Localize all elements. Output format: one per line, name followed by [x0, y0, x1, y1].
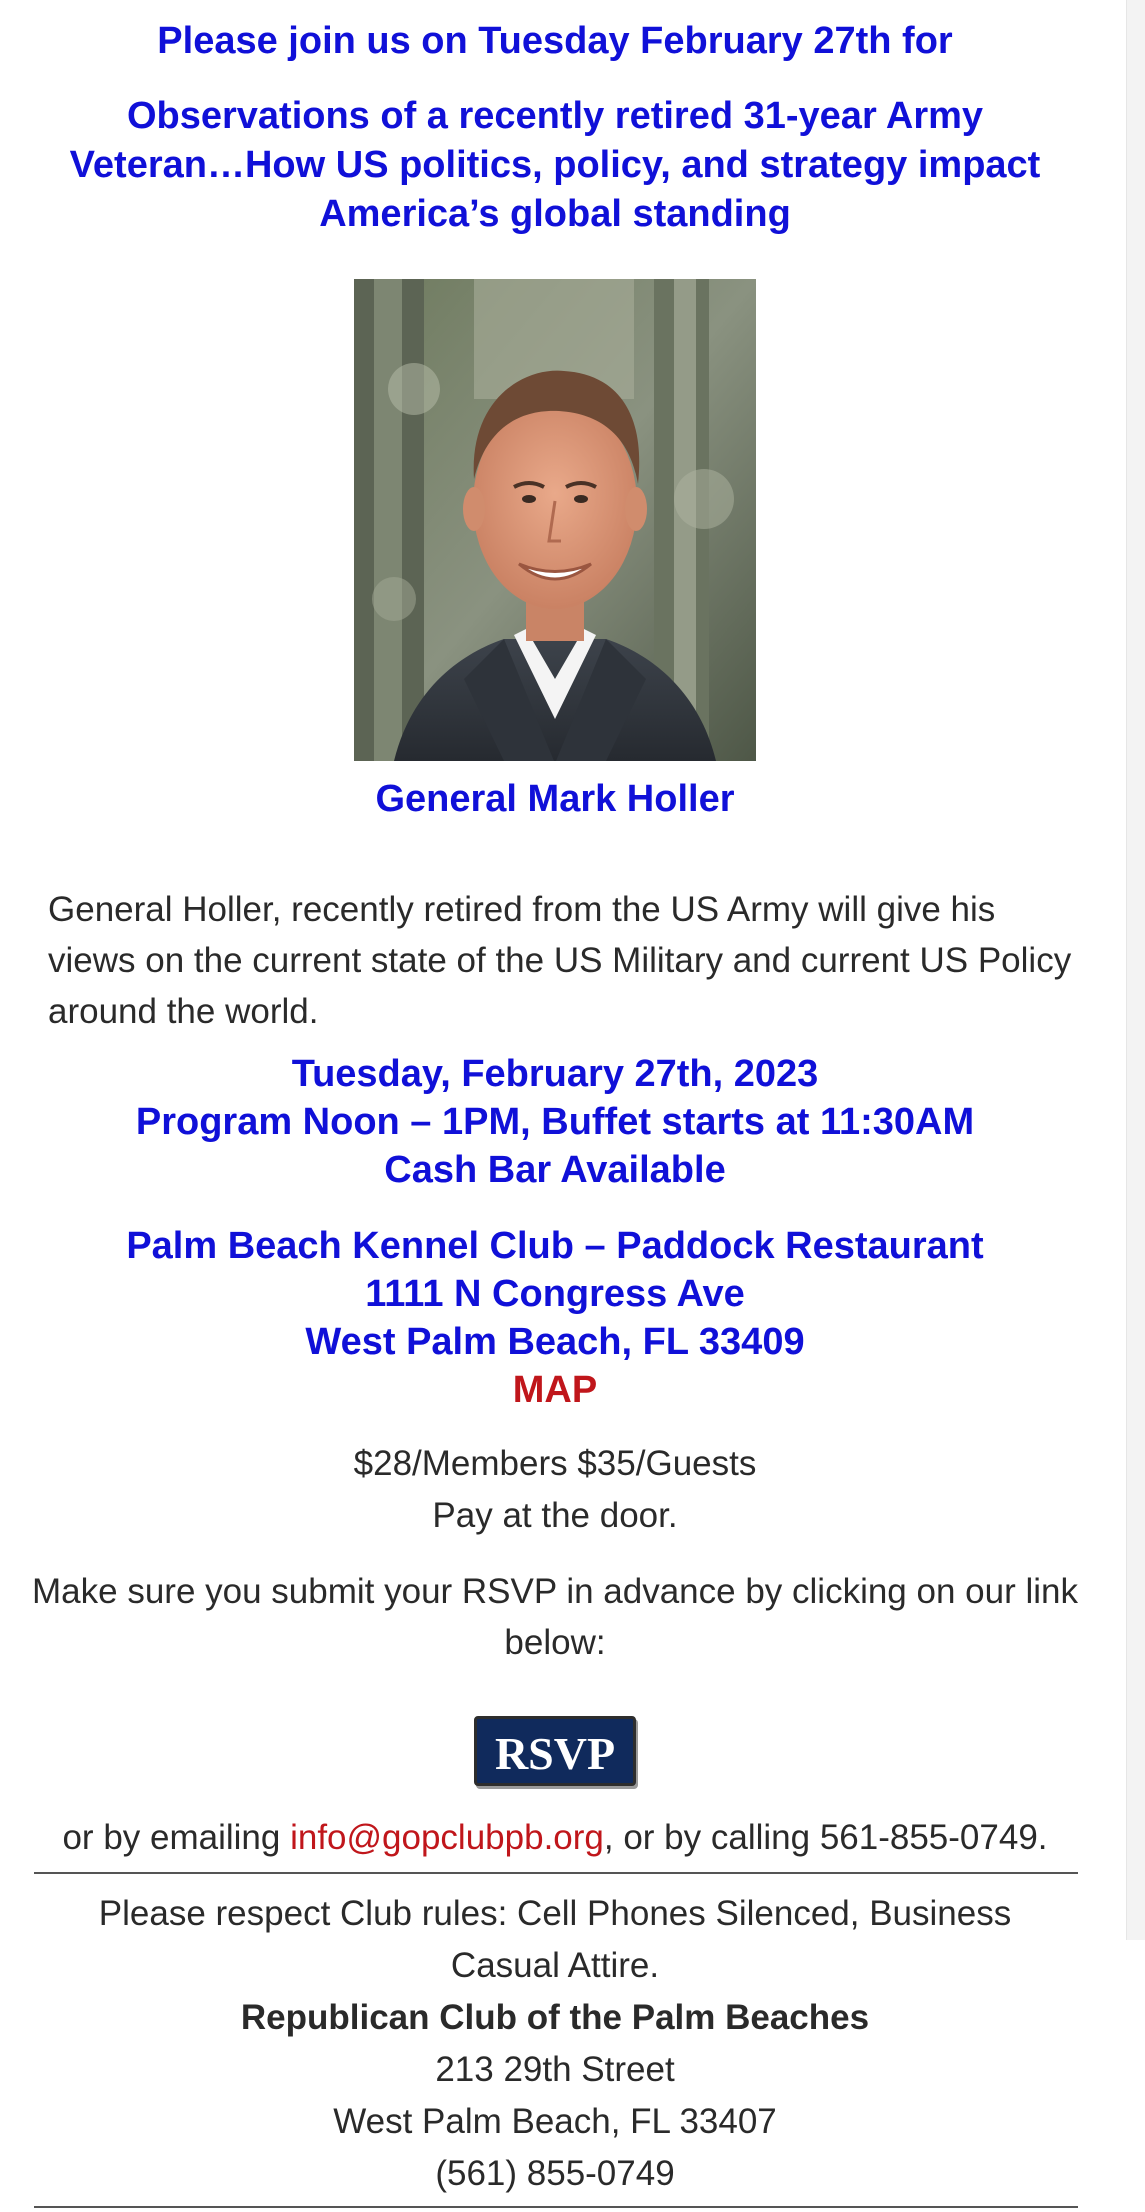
rsvp-note: [0, 1566, 1110, 1668]
venue-street: 1111 N Congress Ave: [365, 1273, 745, 1315]
payment-text: Pay at the door.: [432, 1496, 678, 1535]
event-program: Program Noon – 1PM, Buffet starts at 11:30AM: [135, 1101, 975, 1143]
contact-suffix: , or by calling 561-855-0749.: [603, 1818, 1048, 1857]
topic-line-1: Observations of a recently retired 31-year Army: [126, 95, 984, 137]
price-text: $28/Members $35/Guests: [353, 1444, 757, 1483]
footer: [0, 1888, 1110, 2200]
divider-bottom: [34, 2206, 1078, 2208]
scrollbar[interactable]: [1126, 0, 1145, 1940]
email-link[interactable]: info@gopclubpb.org: [290, 1818, 604, 1857]
rsvp-button[interactable]: RSVP: [474, 1716, 636, 1786]
topic-line-3: America’s global standing: [319, 193, 791, 235]
pricing-block: [0, 1438, 1110, 1542]
speaker-name: General Mark Holler: [375, 778, 735, 820]
divider-top: [34, 1872, 1078, 1874]
org-address-line2: West Palm Beach, FL 33407: [333, 2102, 777, 2141]
event-details: [0, 1050, 1110, 1194]
venue-city: West Palm Beach, FL 33409: [305, 1321, 805, 1363]
club-rules: Please respect Club rules: Cell Phones Silenced, Business Casual Attire.: [98, 1894, 1012, 1985]
contact-line: [0, 1813, 1110, 1863]
invite-text: Please join us on Tuesday February 27th for: [157, 20, 953, 62]
org-name: Republican Club of the Palm Beaches: [240, 1998, 870, 2037]
event-date: Tuesday, February 27th, 2023: [291, 1053, 819, 1095]
map-link[interactable]: MAP: [512, 1369, 598, 1411]
topic-line-2: Veteran…How US politics, policy, and strategy impact: [69, 144, 1041, 186]
venue-block: [0, 1222, 1110, 1414]
venue-name: Palm Beach Kennel Club – Paddock Restaurant: [126, 1225, 984, 1267]
event-bar: Cash Bar Available: [384, 1149, 726, 1191]
topic-heading: [0, 92, 1110, 239]
speaker-photo: [354, 279, 756, 761]
org-address-line1: 213 29th Street: [435, 2050, 675, 2089]
invite-heading: [0, 18, 1110, 64]
rsvp-note-text: Make sure you submit your RSVP in advance by clicking on our link below:: [32, 1572, 1078, 1662]
speaker-bio: General Holler, recently retired from the US Army will give his views on the current state of the US Military and current US Policy around the world.: [48, 890, 1072, 1031]
contact-prefix: or by emailing: [62, 1818, 291, 1857]
org-phone: (561) 855-0749: [435, 2154, 675, 2193]
